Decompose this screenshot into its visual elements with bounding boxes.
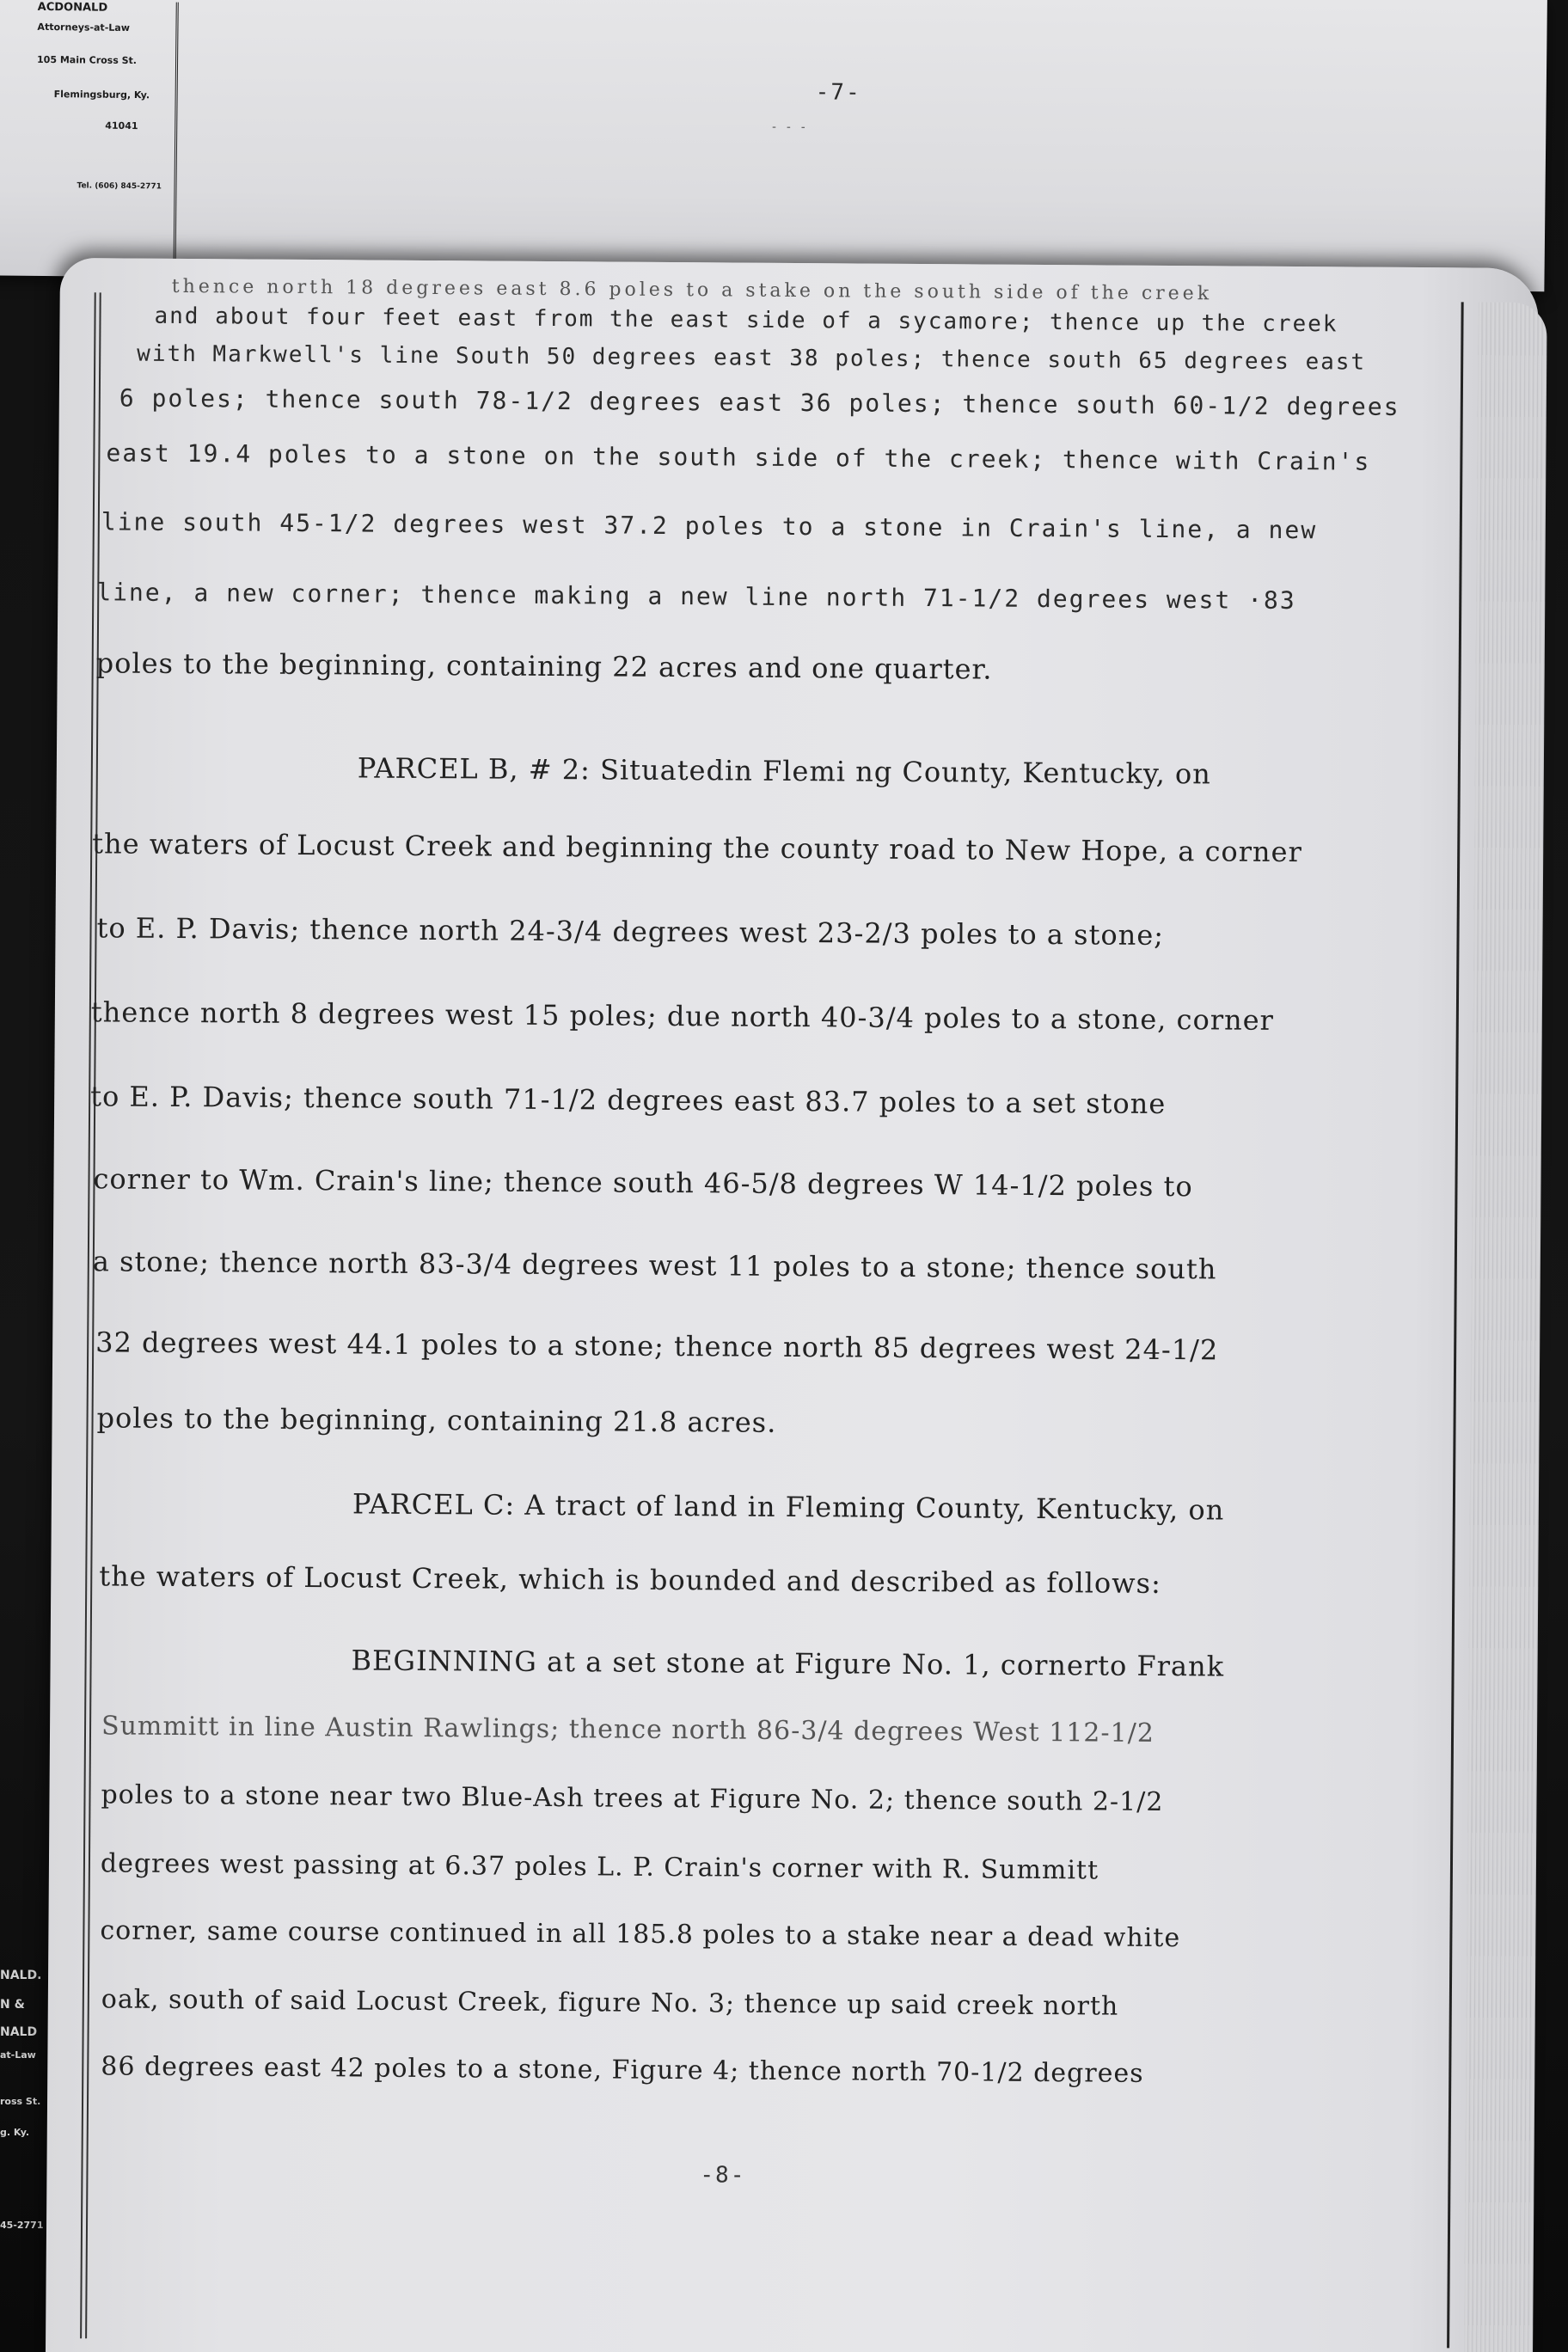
text-line: line, a new corner; thence making a new line north 71-1/2 degrees west ·83 <box>96 578 1296 616</box>
text-line: with Markwell's line South 50 degrees east 38 poles; thence south 65 degrees east <box>137 340 1367 376</box>
document-page <box>46 258 1539 2352</box>
sliver-line: 45-2771 <box>0 2220 44 2231</box>
sliver-line: ross St. <box>0 2096 41 2107</box>
text-line: to E. P. Davis; thence north 24-3/4 degrees west 23-2/3 poles to a stone; <box>96 911 1165 952</box>
text-line: corner to Wm. Crain's line; thence south 46-5/8 degrees W 14-1/2 poles to <box>93 1162 1193 1204</box>
firm-zip: 41041 <box>105 119 138 132</box>
text-line: corner, same course continued in all 185.8 poles to a stake near a dead white <box>100 1915 1181 1954</box>
text-line: line south 45-1/2 degrees west 37.2 poles to a stone in Crain's line, a new <box>101 507 1318 545</box>
text-line: and about four feet east from the east side of a sycamore; thence up the creek <box>154 303 1338 338</box>
previous-page-number: -7- <box>815 79 861 106</box>
page-stack-edge <box>1464 303 1547 2352</box>
sliver-line: NALD. <box>0 1969 42 1982</box>
text-line: 6 poles; thence south 78-1/2 degrees east 36 poles; thence south 60-1/2 degrees <box>119 383 1400 421</box>
firm-city: Flemingsburg, Ky. <box>53 89 150 101</box>
text-line: thence north 18 degrees east 8.6 poles to a stake on the south side of the creek <box>171 275 1213 305</box>
sliver-line: g. Ky. <box>0 2127 30 2138</box>
text-line: degrees west passing at 6.37 poles L. P. Crain's corner with R. Summitt <box>100 1848 1099 1886</box>
text-line: Summitt in line Austin Rawlings; thence north 86-3/4 degrees West 112-1/2 <box>101 1711 1155 1749</box>
firm-name: ACDONALD <box>37 0 108 15</box>
previous-page-tick: - - - <box>770 119 807 135</box>
firm-street: 105 Main Cross St. <box>37 53 138 67</box>
previous-page <box>0 0 1547 291</box>
parcel-b-heading-line: PARCEL B, # 2: Situatedin Flemi ng County, Kentucky, on <box>357 751 1212 791</box>
text-line: the waters of Locust Creek and beginning the county road to New Hope, a corner <box>92 827 1302 869</box>
right-margin-rule <box>1447 302 1464 2348</box>
text-line: thence north 8 degrees west 15 poles; due north 40-3/4 poles to a stone, corner <box>90 995 1275 1037</box>
sliver-line: NALD <box>0 2025 38 2039</box>
firm-phone: Tel. (606) 845-2771 <box>77 181 162 192</box>
sliver-line: N & <box>0 1998 25 2012</box>
firm-letterhead-sidebar <box>0 0 179 285</box>
text-line: BEGINNING at a set stone at Figure No. 1, cornerto Frank <box>351 1644 1225 1683</box>
text-line: 86 degrees east 42 poles to a stone, Figure 4; thence north 70-1/2 degrees <box>101 2051 1144 2089</box>
text-line: the waters of Locust Creek, which is bounded and described as follows: <box>99 1559 1161 1600</box>
parcel-c-heading-line: PARCEL C: A tract of land in Fleming County, Kentucky, on <box>352 1487 1225 1527</box>
page-number: -8- <box>700 2162 746 2189</box>
text-line: oak, south of said Locust Creek, figure No. 3; thence up said creek north <box>101 1984 1119 2022</box>
text-line: 32 degrees west 44.1 poles to a stone; thence north 85 degrees west 24-1/2 <box>95 1326 1219 1367</box>
text-line: poles to a stone near two Blue-Ash trees at Figure No. 2; thence south 2-1/2 <box>101 1779 1164 1818</box>
firm-title: Attorneys-at-Law <box>37 21 130 34</box>
text-line: to E. P. Davis; thence south 71-1/2 degrees east 83.7 poles to a set stone <box>90 1080 1167 1121</box>
text-line: poles to the beginning, containing 22 acres and one quarter. <box>95 646 993 686</box>
text-line: poles to the beginning, containing 21.8 acres. <box>96 1401 777 1439</box>
text-line: a stone; thence north 83-3/4 degrees west 11 poles to a stone; thence south <box>92 1245 1217 1286</box>
text-line: east 19.4 poles to a stone on the south side of the creek; thence with Crain's <box>106 438 1371 476</box>
sliver-line: at-Law <box>0 2049 36 2061</box>
